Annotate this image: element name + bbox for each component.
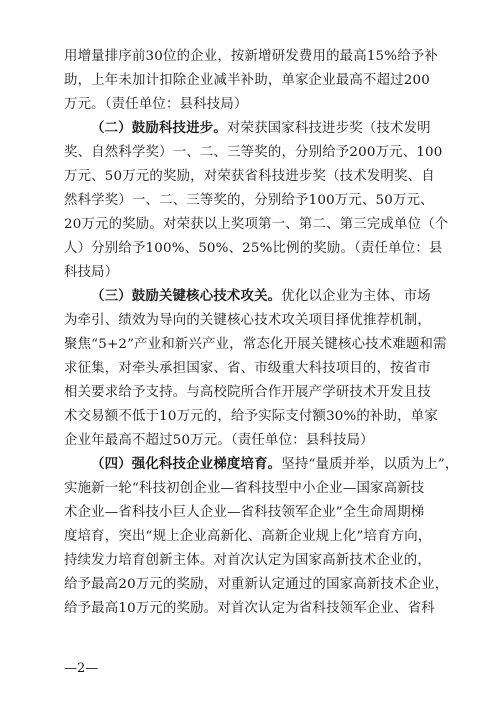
line-text: 聚焦“5+2”产业和新兴产业，常态化开展关键核心技术难题和需 [64, 337, 447, 352]
text-line [64, 260, 438, 284]
line-text: 对荣获国家科技进步奖（技术发明 [226, 121, 431, 136]
line-text: 持续发力培育创新主体。对首次认定为国家高新技术企业的， [64, 553, 431, 568]
text-line [64, 236, 443, 260]
section-heading-line [64, 116, 438, 140]
text-line [64, 212, 449, 236]
line-text: 企业年最高不超过50万元。（责任单位：县科技局） [64, 433, 374, 448]
text-line [64, 500, 438, 524]
line-text: 给予最高20万元的奖励，对重新认定通过的国家高新技术企业， [64, 577, 449, 592]
line-text: 术企业—省科技小巨人企业—省科技领军企业”全生命周期梯 [64, 505, 425, 520]
page-number: —2— [64, 661, 99, 676]
text-line [64, 140, 443, 164]
section-heading: （二）鼓励科技进步。 [91, 120, 227, 136]
section-heading-line [64, 284, 438, 308]
text-line [64, 380, 438, 404]
text-line [64, 476, 438, 500]
text-line [64, 356, 438, 380]
text-line [64, 164, 438, 188]
section-heading-line [64, 452, 459, 476]
section-heading: （三）鼓励关键核心技术攻关。 [91, 288, 282, 304]
line-text: 科技局） [64, 265, 119, 280]
line-text: 万元、50万元的奖励，对荣获省科技进步奖（技术发明奖、自 [64, 169, 435, 184]
text-line [64, 404, 438, 428]
text-line [64, 308, 438, 332]
text-line [64, 44, 438, 68]
line-text: 奖、自然科学奖）一、二、三等奖的，分别给予200万元、100 [64, 145, 443, 160]
text-line [64, 524, 438, 548]
line-text: 实施新一轮“科技初创企业—省科技型中小企业—国家高新技 [64, 481, 425, 496]
line-text: 助，上年未加计扣除企业减半补助，单家企业最高不超过200 [64, 73, 430, 88]
line-text: 万元。（责任单位：县科技局） [64, 97, 248, 112]
line-text: 为牵引、绩效为导向的关键核心技术攻关项目择优推荐机制， [64, 313, 431, 328]
text-line [64, 188, 438, 212]
text-line [64, 548, 438, 572]
body-text [64, 44, 459, 620]
line-text: 20万元的奖励。对荣获以上奖项第一、第二、第三完成单位（个 [64, 217, 449, 232]
line-text: 求征集，对牵头承担国家、省、市级重大科技项目的，按省市 [64, 361, 431, 376]
line-text: 优化以企业为主体、市场 [281, 289, 431, 304]
text-line [64, 68, 438, 92]
text-line [64, 428, 438, 452]
text-line [64, 92, 438, 116]
line-text: 用增量排序前30位的企业，按新增研发费用的最高15%给予补 [64, 49, 438, 64]
line-text: 度培育，突出“规上企业高新化、高新企业规上化”培育方向， [64, 529, 432, 544]
line-text: 然科学奖）一、二、三等奖的，分别给予100万元、50万元、 [64, 193, 434, 208]
text-line [64, 572, 449, 596]
line-text: 人）分别给予100%、50%、25%比例的奖励。（责任单位：县 [64, 241, 443, 256]
line-text: 坚持“量质并举，以质为上”， [281, 457, 459, 472]
line-text: 给予最高10万元的奖励。对首次认定为省科技领军企业、省科 [64, 601, 435, 616]
section-heading: （四）强化科技企业梯度培育。 [91, 456, 282, 472]
text-line [64, 332, 447, 356]
line-text: 术交易额不低于10万元的，给予实际支付额30%的补助，单家 [64, 409, 438, 424]
line-text: 相关要求给予支持。与高校院所合作开展产学研技术开发且技 [64, 385, 431, 400]
text-line [64, 596, 438, 620]
